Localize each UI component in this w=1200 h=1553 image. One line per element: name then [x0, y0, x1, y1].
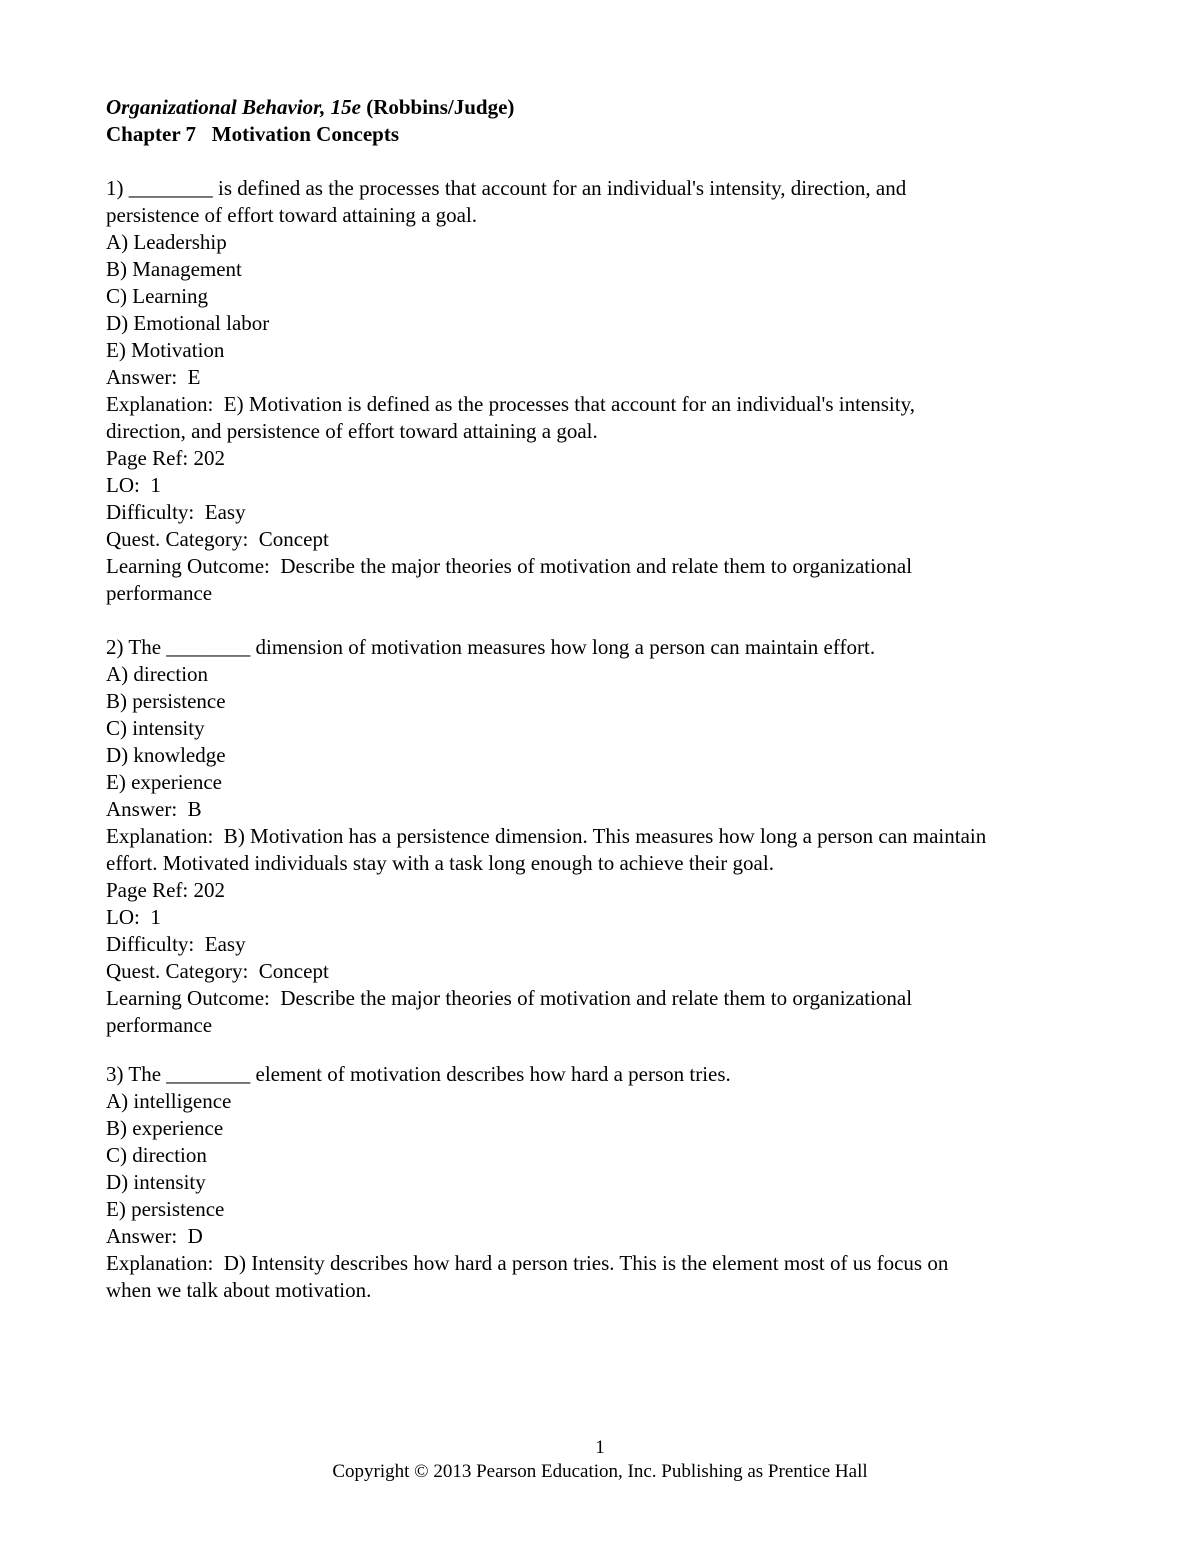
- option-line: A) Leadership: [106, 230, 227, 254]
- option-line: E) Motivation: [106, 338, 225, 362]
- question-line: 1) ________ is defined as the processes that account for an individual's intensity, direction, and: [106, 176, 907, 200]
- explanation-line: Explanation: D) Intensity describes how hard a person tries. This is the element most of us focus on: [106, 1251, 949, 1275]
- option-line: E) persistence: [106, 1197, 225, 1221]
- answer-line: Answer: B: [106, 797, 202, 821]
- page-number: 1: [595, 1437, 605, 1458]
- category-line: Quest. Category: Concept: [106, 959, 329, 983]
- difficulty-line: Difficulty: Easy: [106, 932, 246, 956]
- option-line: E) experience: [106, 770, 223, 794]
- question-2: [106, 634, 1106, 1039]
- option-line: A) direction: [106, 662, 209, 686]
- lo-line: LO: 1: [106, 473, 161, 497]
- option-line: B) experience: [106, 1116, 224, 1140]
- explanation-line: effort. Motivated individuals stay with a task long enough to achieve their goal.: [106, 851, 774, 875]
- question-3: [106, 1061, 1106, 1304]
- explanation-line: Explanation: B) Motivation has a persistence dimension. This measures how long a person can maintain: [106, 824, 987, 848]
- question-line: 2) The ________ dimension of motivation measures how long a person can maintain effort.: [106, 635, 876, 659]
- explanation-line: direction, and persistence of effort toward attaining a goal.: [106, 419, 598, 443]
- answer-line: Answer: E: [106, 365, 201, 389]
- option-line: A) intelligence: [106, 1089, 232, 1113]
- question-1: [106, 175, 1106, 607]
- question-line: 3) The ________ element of motivation describes how hard a person tries.: [106, 1062, 731, 1086]
- learning-outcome-line: Learning Outcome: Describe the major theories of motivation and relate them to organizational: [106, 986, 913, 1010]
- option-line: D) knowledge: [106, 743, 226, 767]
- option-line: C) direction: [106, 1143, 207, 1167]
- question-line: persistence of effort toward attaining a goal.: [106, 203, 478, 227]
- option-line: D) Emotional labor: [106, 311, 270, 335]
- explanation-line: Explanation: E) Motivation is defined as the processes that account for an individual's intensity,: [106, 392, 915, 416]
- difficulty-line: Difficulty: Easy: [106, 500, 246, 524]
- document-title: [106, 94, 1106, 121]
- category-line: Quest. Category: Concept: [106, 527, 329, 551]
- option-line: B) Management: [106, 257, 242, 281]
- answer-line: Answer: D: [106, 1224, 203, 1248]
- page-ref-line: Page Ref: 202: [106, 878, 225, 902]
- option-line: C) Learning: [106, 284, 209, 308]
- book-authors: (Robbins/Judge): [360, 95, 515, 119]
- option-line: D) intensity: [106, 1170, 206, 1194]
- learning-outcome-line: performance: [106, 581, 213, 605]
- copyright-notice: Copyright © 2013 Pearson Education, Inc. Publishing as Prentice Hall: [332, 1461, 868, 1482]
- chapter-title: Chapter 7 Motivation Concepts: [106, 122, 400, 146]
- page-ref-line: Page Ref: 202: [106, 446, 225, 470]
- document-page: [106, 94, 1106, 1304]
- lo-line: LO: 1: [106, 905, 161, 929]
- learning-outcome-line: performance: [106, 1013, 213, 1037]
- option-line: B) persistence: [106, 689, 226, 713]
- learning-outcome-line: Learning Outcome: Describe the major theories of motivation and relate them to organizational: [106, 554, 913, 578]
- explanation-line: when we talk about motivation.: [106, 1278, 372, 1302]
- option-line: C) intensity: [106, 716, 205, 740]
- book-title: Organizational Behavior, 15e: [106, 95, 361, 119]
